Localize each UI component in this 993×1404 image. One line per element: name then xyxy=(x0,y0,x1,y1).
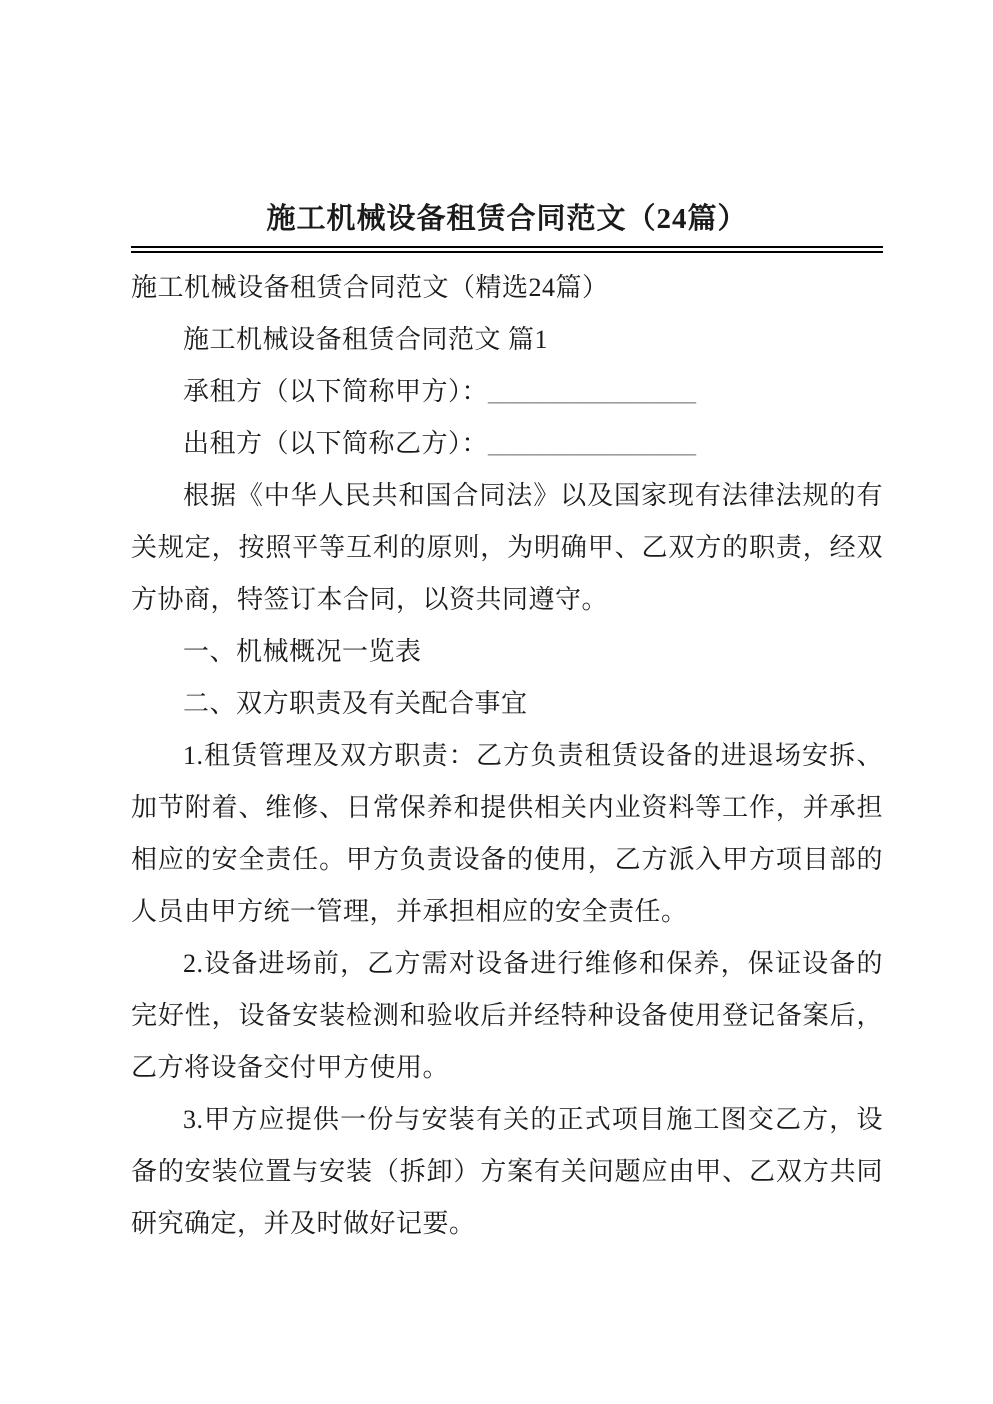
doc-line-section-2-heading xyxy=(131,678,883,730)
doc-line-text: 二、双方职责及有关配合事宜 xyxy=(183,689,528,718)
fill-in-blank-line: ________________ xyxy=(488,429,697,458)
doc-line-clause-2-1 xyxy=(131,938,883,990)
doc-line-clause-3-2 xyxy=(131,1146,883,1198)
doc-line-text: 备的安装位置与安装（拆卸）方案有关问题应由甲、乙双方共同 xyxy=(131,1157,883,1186)
doc-line-text: 一、机械概况一览表 xyxy=(183,637,422,666)
doc-line-text: 3.甲方应提供一份与安装有关的正式项目施工图交乙方，设 xyxy=(183,1105,883,1134)
doc-line-lessee-party xyxy=(131,366,883,418)
doc-line-preamble-3 xyxy=(131,574,883,626)
doc-line-clause-1-1 xyxy=(131,730,883,782)
doc-line-lessor-party xyxy=(131,418,883,470)
doc-line-text: 2.设备进场前，乙方需对设备进行维修和保养，保证设备的 xyxy=(183,949,883,978)
doc-line-text: 完好性，设备安装检测和验收后并经特种设备使用登记备案后， xyxy=(131,1001,883,1030)
doc-line-text: 根据《中华人民共和国合同法》以及国家现有法律法规的有 xyxy=(183,481,883,510)
doc-line-clause-3-1 xyxy=(131,1094,883,1146)
doc-line-clause-1-4 xyxy=(131,886,883,938)
doc-line-text: 人员由甲方统一管理，并承担相应的安全责任。 xyxy=(131,897,688,926)
document-content xyxy=(131,0,883,1250)
doc-line-clause-1-2 xyxy=(131,782,883,834)
doc-line-clause-2-2 xyxy=(131,990,883,1042)
doc-line-preamble-2 xyxy=(131,522,883,574)
fill-in-blank-line: ________________ xyxy=(488,377,697,406)
title-divider-double-rule xyxy=(131,246,883,253)
doc-line-text: 施工机械设备租赁合同范文 篇1 xyxy=(183,325,549,354)
doc-line-text: 施工机械设备租赁合同范文（精选24篇） xyxy=(131,273,609,302)
doc-line-text: 加节附着、维修、日常保养和提供相关内业资料等工作，并承担 xyxy=(131,793,883,822)
doc-line-collection-heading xyxy=(131,262,883,314)
doc-line-text: 相应的安全责任。甲方负责设备的使用，乙方派入甲方项目部的 xyxy=(131,845,883,874)
doc-line-text: 关规定，按照平等互利的原则，为明确甲、乙双方的职责，经双 xyxy=(131,533,883,562)
doc-line-text: 1.租赁管理及双方职责：乙方负责租赁设备的进退场安拆、 xyxy=(183,741,883,770)
doc-line-clause-2-3 xyxy=(131,1042,883,1094)
doc-line-text: 出租方（以下简称乙方）： xyxy=(183,429,489,458)
doc-line-text: 方协商，特签订本合同，以资共同遵守。 xyxy=(131,585,609,614)
doc-line-clause-1-3 xyxy=(131,834,883,886)
document-title: 施工机械设备租赁合同范文（24篇） xyxy=(266,203,748,235)
doc-line-text: 乙方将设备交付甲方使用。 xyxy=(131,1053,450,1082)
doc-line-section-1-heading xyxy=(131,626,883,678)
doc-line-clause-3-3 xyxy=(131,1198,883,1250)
document-body xyxy=(131,262,883,1250)
doc-line-piece-heading xyxy=(131,314,883,366)
doc-line-text: 承租方（以下简称甲方）： xyxy=(183,377,489,406)
doc-line-preamble-1 xyxy=(131,470,883,522)
doc-line-text: 研究确定，并及时做好记要。 xyxy=(131,1209,476,1238)
